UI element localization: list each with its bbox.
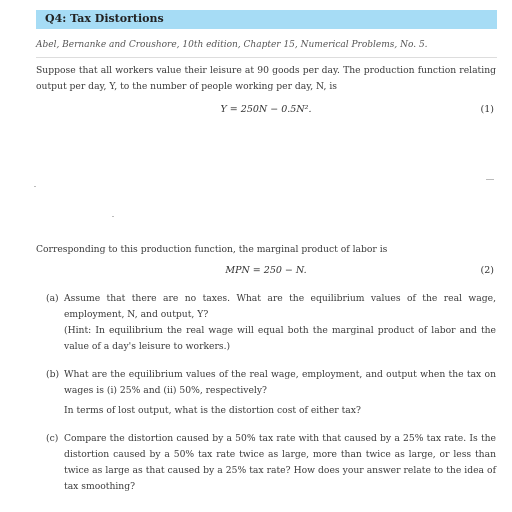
mpn-paragraph: Corresponding to this production function, the marginal product of labor is [36,244,388,255]
equation-1 [36,104,496,118]
equation-1-text: Y = 250N − 0.5N². [220,104,312,115]
equation-1-number: (1) [480,104,494,115]
question-b-text: What are the equilibrium values of the real wage, employment, and output when the tax on wages is (i) 25% and (ii) 50%, respectively? [64,369,496,396]
question-a-hint: (Hint: In equilibrium the real wage will equal both the marginal product of labor and the value of a day's leisure to workers.) [64,325,496,352]
question-title: Q4: Tax Distortions [45,12,164,25]
equation-2-number: (2) [480,265,494,276]
equation-2 [36,265,496,279]
question-c-text: Compare the distortion caused by a 50% tax rate with that caused by a 25% tax rate. Is the distortion caused by a 50% tax rate twice as large, more than twice as large, or less than twice as large as that caused by a 25% tax rate? How does your answer relate to the idea of tax smoothing? [64,433,496,492]
question-b-label: (b) [46,369,60,380]
divider [36,57,497,58]
scan-speck [34,186,36,187]
scan-speck [112,216,114,217]
equation-2-text: MPN = 250 − N. [225,265,307,276]
question-b-followup: In terms of lost output, what is the distortion cost of either tax? [64,405,361,416]
intro-paragraph: Suppose that all workers value their leisure at 90 goods per day. The production function relating output per day, Y, to the number of people working per day, N, is [36,65,496,92]
question-a-text: Assume that there are no taxes. What are the equilibrium values of the real wage, employment, N, and output, Y? [64,293,496,320]
scan-speck [486,179,494,180]
question-c [46,431,496,495]
question-header [36,10,497,29]
question-c-label: (c) [46,433,59,444]
question-a [46,291,496,355]
question-b [46,367,496,419]
citation: Abel, Bernanke and Croushore, 10th edition, Chapter 15, Numerical Problems, No. 5. [36,40,428,50]
question-a-label: (a) [46,293,59,304]
